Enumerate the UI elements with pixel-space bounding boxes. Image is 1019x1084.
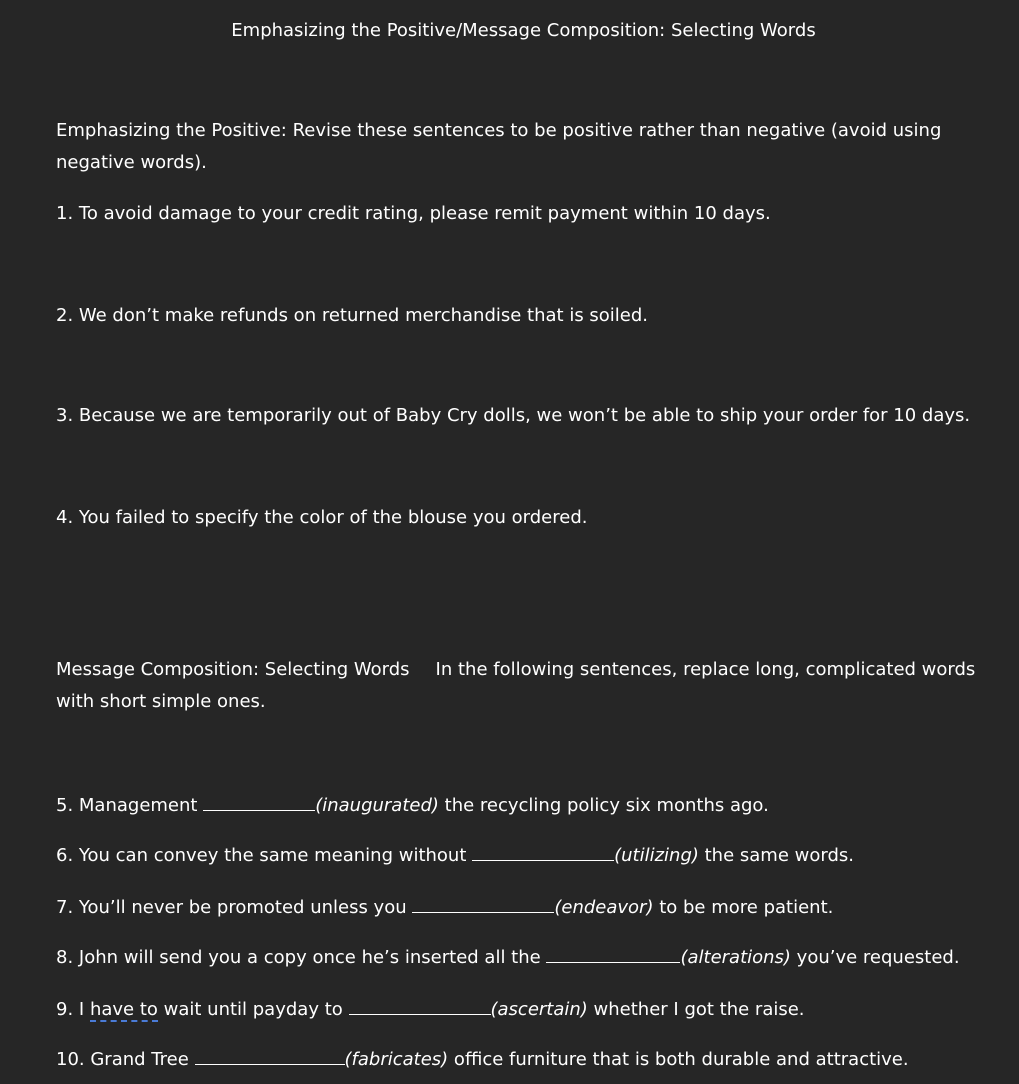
answer-blank-6[interactable] bbox=[472, 843, 614, 861]
question-4: 4. You failed to specify the color of the blouse you ordered. bbox=[56, 507, 588, 528]
section2-instruction-line1 bbox=[56, 659, 975, 680]
word-hint-8: (alterations) bbox=[680, 947, 791, 968]
section2-instruction: In the following sentences, replace long, complicated words bbox=[435, 659, 976, 680]
word-hint-5: (inaugurated) bbox=[315, 795, 439, 816]
question-5: 5. Management (inaugurated) the recycling policy six months ago. bbox=[56, 795, 769, 816]
question-1: 1. To avoid damage to your credit rating, please remit payment within 10 days. bbox=[56, 203, 771, 224]
question-6: 6. You can convey the same meaning without (utilizing) the same words. bbox=[56, 845, 854, 866]
word-hint-7: (endeavor) bbox=[554, 897, 654, 918]
answer-blank-10[interactable] bbox=[195, 1047, 345, 1065]
question-3: 3. Because we are temporarily out of Baby Cry dolls, we won’t be able to ship your order for 10 days. bbox=[56, 405, 971, 426]
question-8: 8. John will send you a copy once he’s inserted all the (alterations) you’ve requested. bbox=[56, 947, 960, 968]
section2-instruction-line2: with short simple ones. bbox=[56, 691, 266, 712]
answer-blank-7[interactable] bbox=[412, 895, 554, 913]
answer-blank-9[interactable] bbox=[349, 997, 491, 1015]
grammar-flag[interactable]: have to bbox=[89, 999, 158, 1020]
question-7: 7. You’ll never be promoted unless you (endeavor) to be more patient. bbox=[56, 897, 834, 918]
answer-blank-8[interactable] bbox=[546, 945, 680, 963]
question-10: 10. Grand Tree (fabricates) office furniture that is both durable and attractive. bbox=[56, 1049, 909, 1070]
section2-heading: Message Composition: Selecting Words bbox=[56, 659, 410, 680]
page-title: Emphasizing the Positive/Message Composition: Selecting Words bbox=[231, 20, 816, 41]
section1-instruction: Emphasizing the Positive: Revise these sentences to be positive rather than negative (avoid using negative words). bbox=[56, 120, 942, 173]
question-2: 2. We don’t make refunds on returned merchandise that is soiled. bbox=[56, 305, 649, 326]
question-9: 9. I have to wait until payday to (ascertain) whether I got the raise. bbox=[56, 999, 805, 1020]
word-hint-10: (fabricates) bbox=[344, 1049, 449, 1070]
word-hint-9: (ascertain) bbox=[490, 999, 588, 1020]
answer-blank-5[interactable] bbox=[203, 793, 315, 811]
word-hint-6: (utilizing) bbox=[614, 845, 699, 866]
